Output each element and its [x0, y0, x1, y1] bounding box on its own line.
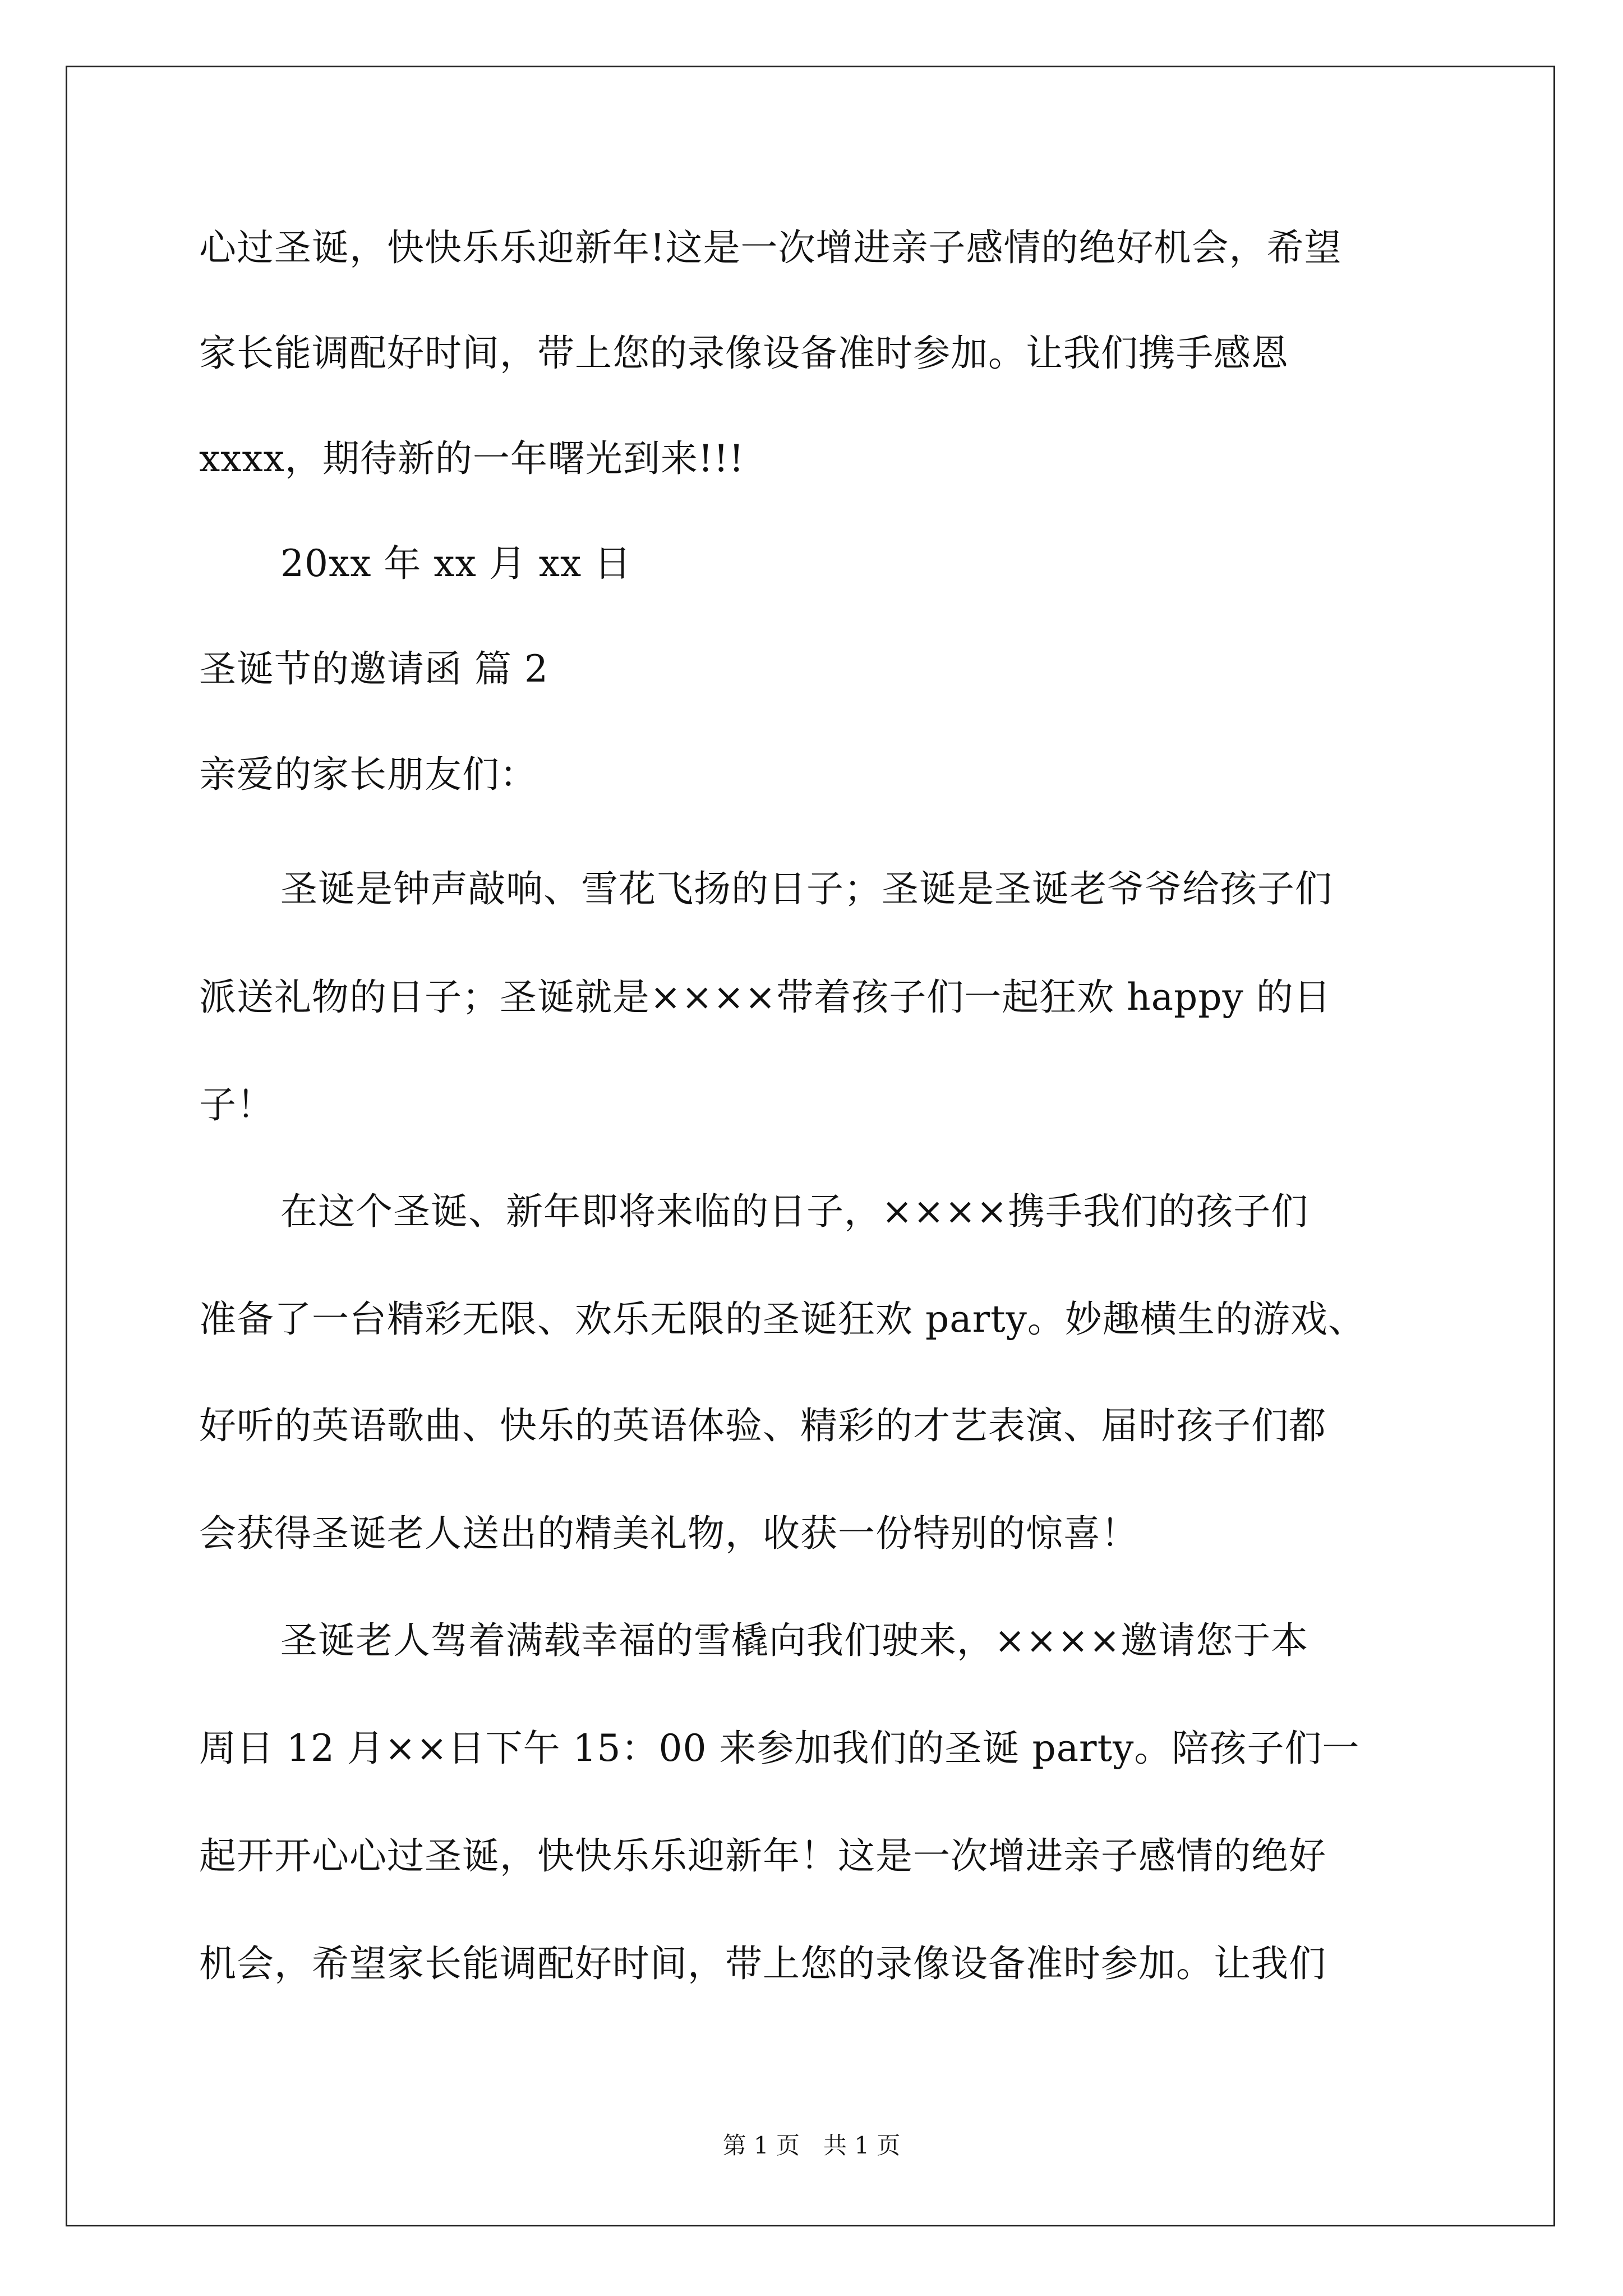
text-line: 好听的英语歌曲、快乐的英语体验、精彩的才艺表演、届时孩子们都	[199, 1404, 1326, 1447]
text-line: 子！	[199, 1083, 274, 1126]
text-line: 心过圣诞，快快乐乐迎新年!这是一次增进亲子感情的绝好机会，希望	[199, 226, 1342, 269]
text-line: 圣诞老人驾着满载幸福的雪橇向我们驶来，××××邀请您于本	[280, 1619, 1309, 1662]
text-line: 会获得圣诞老人送出的精美礼物，收获一份特别的惊喜！	[199, 1512, 1138, 1555]
text-line: 家长能调配好时间，带上您的录像设备准时参加。让我们携手感恩	[199, 332, 1289, 375]
text-line: 起开开心心过圣诞，快快乐乐迎新年！这是一次增进亲子感情的绝好	[199, 1834, 1326, 1878]
date-line: 20xx 年 xx 月 xx 日	[280, 542, 632, 585]
text-line: 周日 12 月××日下午 15：00 来参加我们的圣诞 party。陪孩子们一	[199, 1727, 1360, 1770]
text-line: 准备了一台精彩无限、欢乐无限的圣诞狂欢 party。妙趣横生的游戏、	[199, 1297, 1366, 1341]
text-line: 圣诞是钟声敲响、雪花飞扬的日子；圣诞是圣诞老爷爷给孩子们	[280, 867, 1332, 910]
text-line: 派送礼物的日子；圣诞就是××××带着孩子们一起狂欢 happy 的日	[199, 976, 1331, 1019]
text-line: 在这个圣诞、新年即将来临的日子，××××携手我们的孩子们	[280, 1190, 1309, 1233]
salutation: 亲爱的家长朋友们：	[199, 753, 537, 796]
text-line: 机会，希望家长能调配好时间，带上您的录像设备准时参加。让我们	[199, 1942, 1326, 1985]
section-heading: 圣诞节的邀请函 篇 2	[199, 647, 548, 691]
page-number: 第 1 页 共 1 页	[722, 2132, 901, 2159]
page-border	[66, 66, 1555, 2226]
text-line: xxxx，期待新的一年曙光到来!!!	[199, 437, 745, 480]
